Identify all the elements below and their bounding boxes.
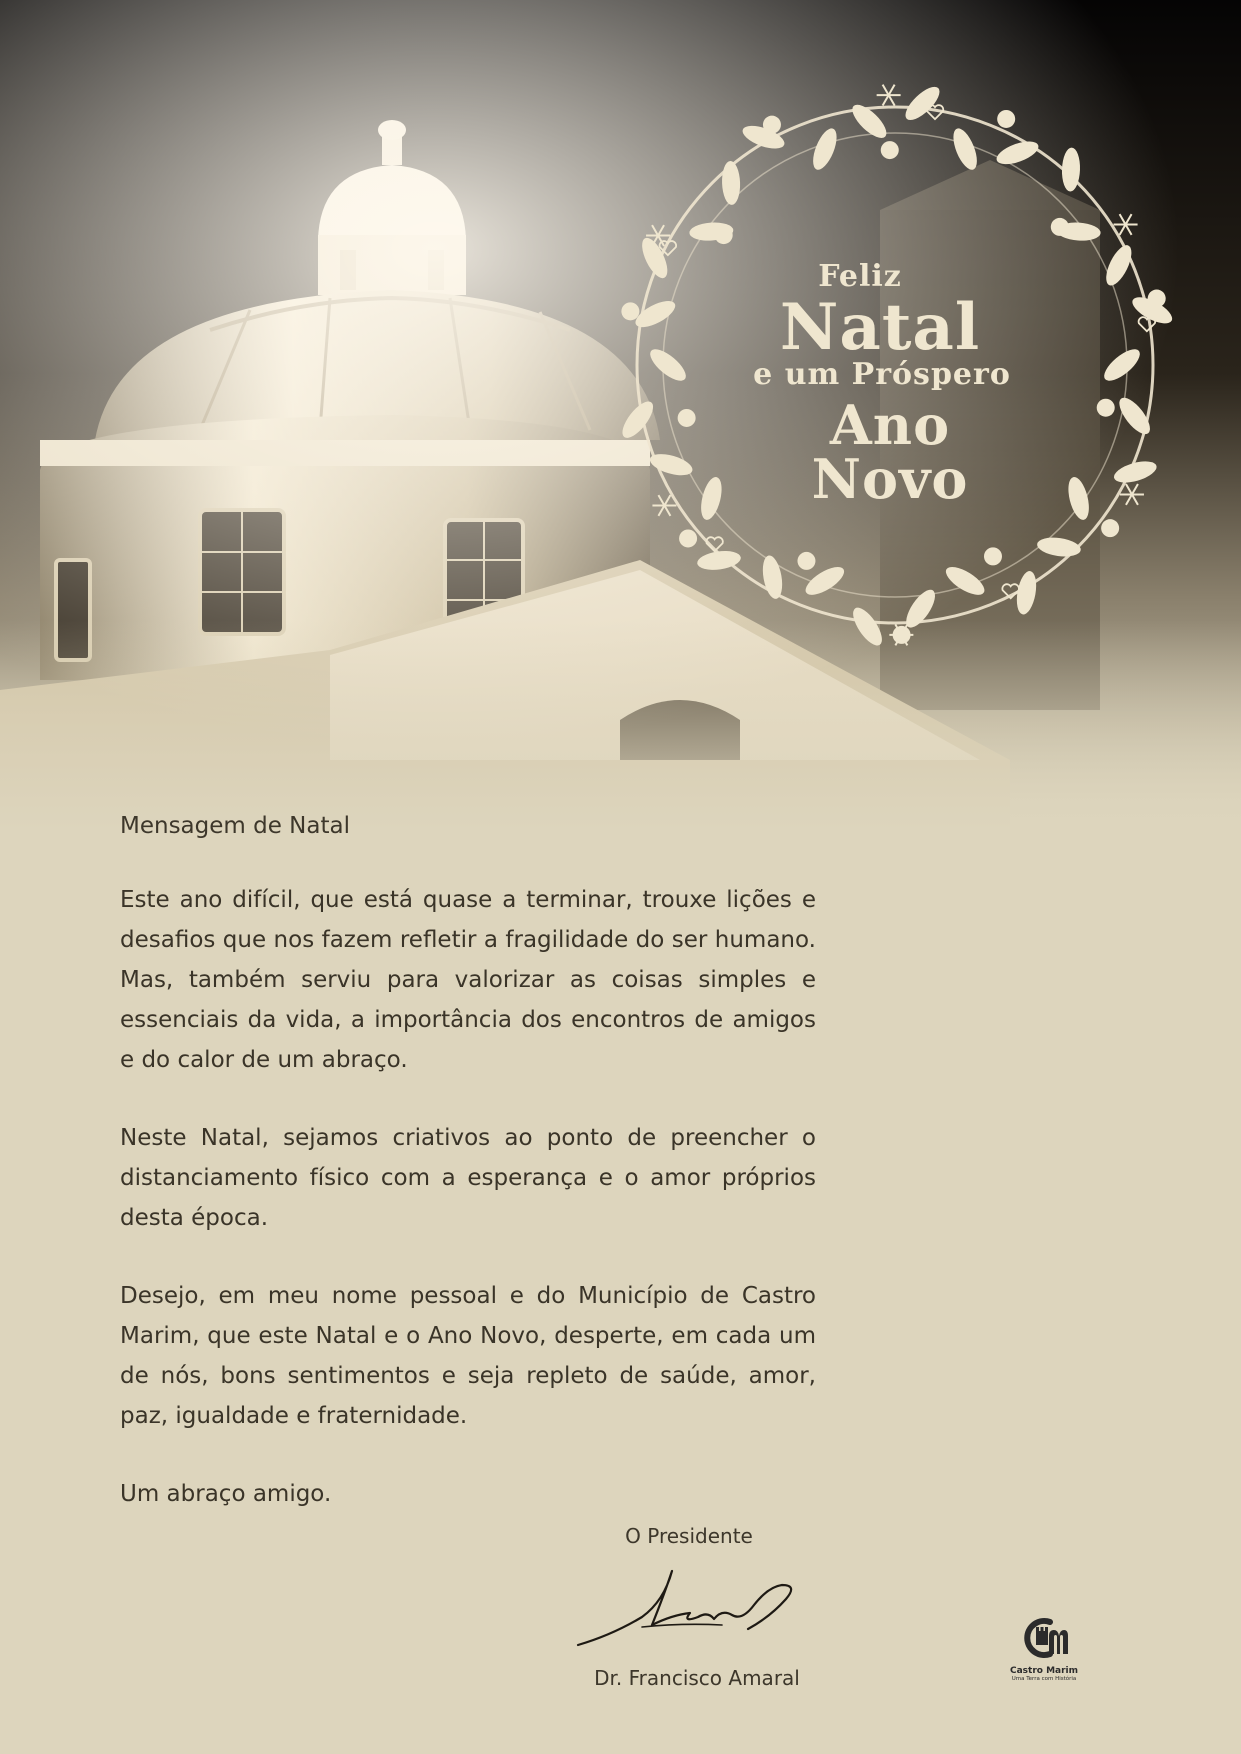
berry-icon xyxy=(1148,290,1166,308)
berry-icon xyxy=(621,302,639,320)
berry-icon xyxy=(715,226,733,244)
berry-icon xyxy=(679,529,697,547)
message-paragraph-1: Este ano difícil, que está quase a terminar, trouxe lições e desafios que nos fazem refletir a fragilidade do ser humano. Mas, também serviu para valorizar as coisas simples e essenciais da vida, a importância dos encontros de amigos e do calor de um abraço. xyxy=(120,887,816,1073)
message-paragraph-3: Desejo, em meu nome pessoal e do Município de Castro Marim, que este Natal e o Ano Novo, desperte, em cada um de nós, bons sentimentos e seja repleto de saúde, amor, paz, igualdade e fraternidade. xyxy=(120,1283,816,1429)
signatory-role: O Presidente xyxy=(625,1524,753,1548)
message-title: Mensagem de Natal xyxy=(120,813,350,839)
castro-marim-logo xyxy=(1004,1614,1084,1683)
logo-name: Castro Marim xyxy=(1009,1666,1079,1676)
church-dome-illustration xyxy=(0,0,1241,830)
berry-icon xyxy=(881,141,899,159)
greeting-feliz: Feliz xyxy=(818,259,902,294)
greeting-ano-novo: Ano Novo xyxy=(811,393,969,511)
berry-icon xyxy=(797,552,815,570)
berry-icon xyxy=(1051,218,1069,236)
berry-icon xyxy=(678,409,696,427)
signatory-name: Dr. Francisco Amaral xyxy=(594,1666,800,1690)
message-paragraph-2: Neste Natal, sejamos criativos ao ponto de preencher o distanciamento físico com a esperança e o amor próprios desta época. xyxy=(120,1125,816,1231)
greeting-prospero: e um Próspero xyxy=(753,357,1011,392)
logo-tagline: Uma Terra com História xyxy=(1011,1676,1077,1682)
castro-marim-emblem-icon xyxy=(1020,1614,1068,1662)
berry-icon xyxy=(984,547,1002,565)
berry-icon xyxy=(1097,399,1115,417)
berry-icon xyxy=(1101,519,1119,537)
berry-icon xyxy=(763,116,781,134)
hero-image xyxy=(0,0,1241,830)
message-closing: Um abraço amigo. xyxy=(120,1481,332,1507)
berry-icon xyxy=(997,110,1015,128)
greeting-natal: Natal xyxy=(779,290,981,365)
handwritten-signature xyxy=(572,1565,812,1655)
